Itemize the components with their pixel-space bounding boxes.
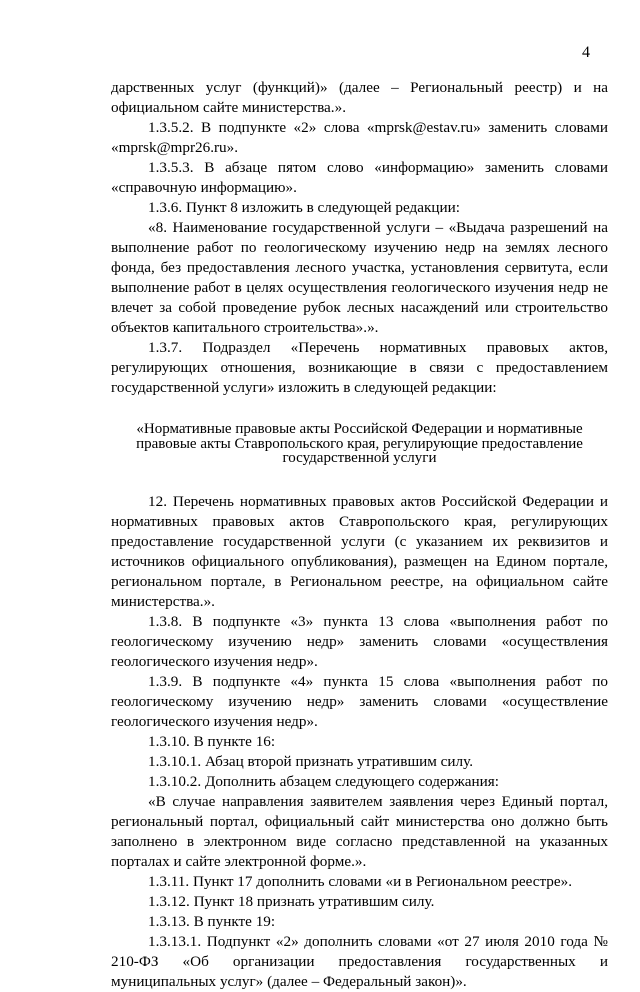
paragraph: 1.3.10.2. Дополнить абзацем следующего содержания:: [148, 772, 499, 790]
paragraph: 1.3.13.1. Подпункт «2» дополнить словами «от 27 июля 2010 года № 210-ФЗ «Об организации предоставления государственных и муниципальных услуг» (далее – Федеральный закон)».: [111, 932, 608, 990]
paragraph: 1.3.12. Пункт 18 признать утратившим силу.: [148, 892, 435, 910]
paragraph: 1.3.5.2. В подпункте «2» слова «mprsk@estav.ru» заменить словами «mprsk@mpr26.ru».: [111, 119, 608, 156]
paragraph: 1.3.5.3. В абзаце пятом слово «информацию» заменить словами «справочную информацию».: [111, 159, 608, 196]
paragraph: 1.3.13. В пункте 19:: [148, 912, 276, 930]
paragraph: «В случае направления заявителем заявления через Единый портал, региональный портал, официальный сайт министерства оно должно быть заполнено в электронном виде согласно представленной на указанных порталах и сайте электронной форме.».: [111, 792, 608, 870]
section-heading: «Нормативные правовые акты Российской Федерации и нормативные правовые акты Ставропольского края, регулирующие предоставление государственной услуги: [136, 421, 583, 466]
paragraph: 12. Перечень нормативных правовых актов Российской Федерации и нормативных правовых актов Ставропольского края, регулирующих предоставление государственной услуги (с указанием их реквизитов и источников официального опубликования), размещен на Едином портале, региональном портале, в Региональном реестре, на официальном сайте министерства.».: [111, 492, 608, 610]
paragraph: «8. Наименование государственной услуги – «Выдача разрешений на выполнение работ по геологическому изучению недр на землях лесного фонда, без предоставления лесного участка, установления сервитута, если выполнение работ в целях осуществления геологического изучения недр не влечет за собой проведение рубок лесных насаждений или строительство объектов капитального строительства».».: [111, 219, 608, 336]
paragraph: 1.3.7. Подраздел «Перечень нормативных правовых актов, регулирующих отношения, возникающие в связи с предоставлением государственной услуги» изложить в следующей редакции:: [111, 339, 608, 396]
paragraph: дарственных услуг (функций)» (далее – Региональный реестр) и на официальном сайте министерства.».: [111, 79, 608, 116]
document-body: [111, 78, 608, 992]
paragraph: 1.3.6. Пункт 8 изложить в следующей редакции:: [148, 199, 461, 216]
page-number: 4: [582, 44, 590, 61]
paragraph: 1.3.10.1. Абзац второй признать утратившим силу.: [148, 752, 474, 770]
paragraph: 1.3.11. Пункт 17 дополнить словами «и в Региональном реестре».: [148, 872, 572, 890]
paragraph: 1.3.9. В подпункте «4» пункта 15 слова «выполнения работ по геологическому изучению недр» заменить словами «осуществление геологического изучения недр».: [111, 672, 608, 730]
paragraph: 1.3.8. В подпункте «3» пункта 13 слова «выполнения работ по геологическому изучению недр» заменить словами «осуществления геологического изучения недр».: [111, 612, 608, 670]
paragraph: 1.3.10. В пункте 16:: [148, 732, 276, 750]
